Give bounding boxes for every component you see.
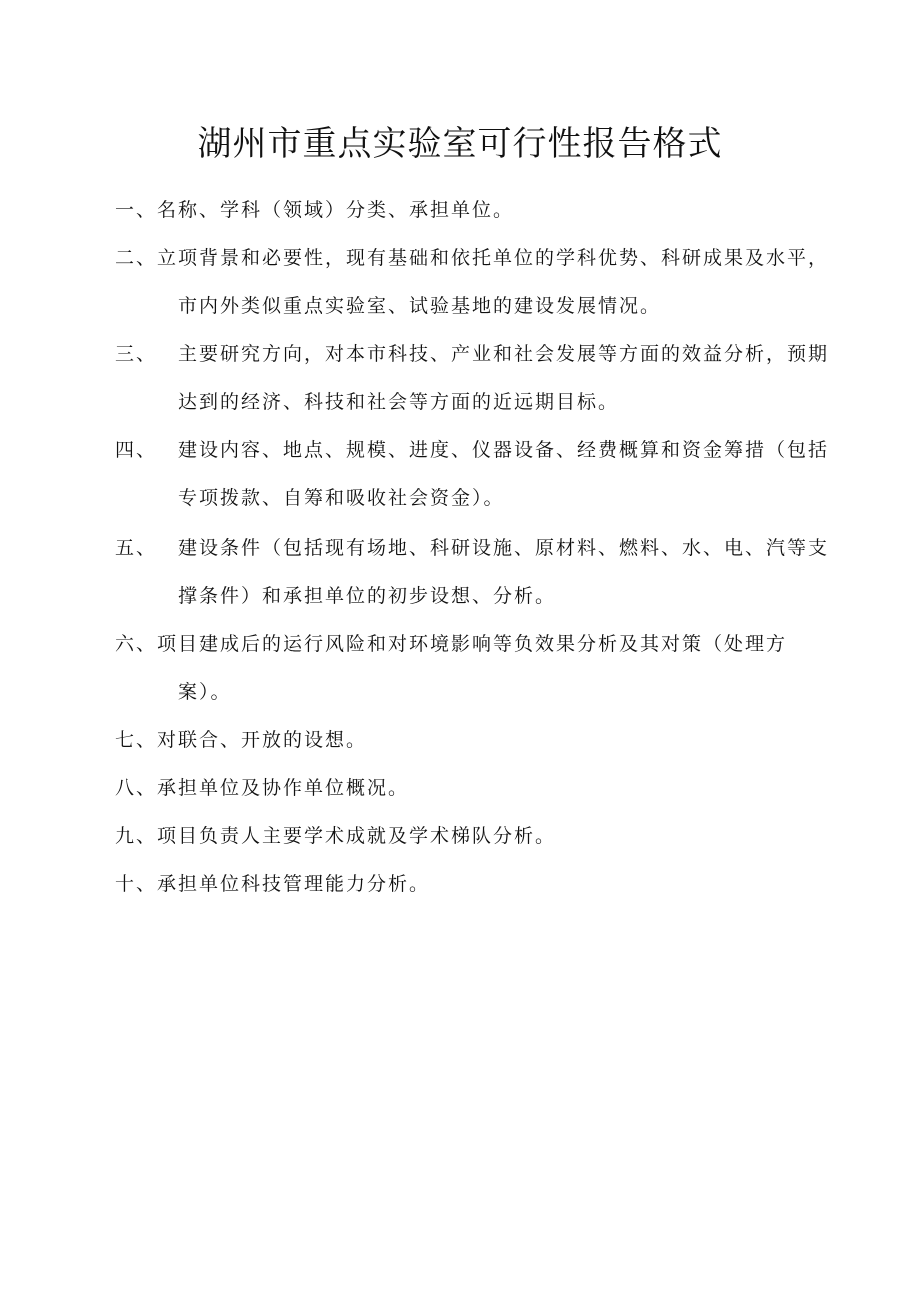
item-number: 二、 <box>115 247 158 269</box>
item-number: 九、 <box>115 825 158 847</box>
item-text: 主要研究方向，对本市科技、产业和社会发展等方面的效益分析，预期 <box>178 343 830 365</box>
item-text: 承担单位科技管理能力分析。 <box>157 873 431 895</box>
list-item <box>115 812 805 860</box>
item-text: 名称、学科（领域）分类、承担单位。 <box>157 199 515 221</box>
item-text-continued: 市内外类似重点实验室、试验基地的建设发展情况。 <box>178 295 662 317</box>
list-item <box>115 234 830 330</box>
item-text: 建设内容、地点、规模、进度、仪器设备、经费概算和资金筹措（包括 <box>178 439 830 461</box>
item-text: 项目建成后的运行风险和对环境影响等负效果分析及其对策（处理方 <box>157 633 788 655</box>
item-text: 立项背景和必要性，现有基础和依托单位的学科优势、科研成果及水平， <box>157 247 830 269</box>
list-item <box>115 330 830 426</box>
item-text: 项目负责人主要学术成就及学术梯队分析。 <box>157 825 557 847</box>
list-item <box>115 620 805 716</box>
item-text-continued: 案）。 <box>178 681 232 703</box>
list-item <box>115 524 830 620</box>
item-text: 建设条件（包括现有场地、科研设施、原材料、燃料、水、电、汽等支 <box>178 537 830 559</box>
item-number: 四、 <box>115 439 158 461</box>
item-number: 七、 <box>115 729 158 751</box>
item-number: 三、 <box>115 343 158 365</box>
item-text: 承担单位及协作单位概况。 <box>157 777 410 799</box>
document-title: 湖州市重点实验室可行性报告格式 <box>197 124 723 164</box>
item-text-continued: 专项拨款、自筹和吸收社会资金）。 <box>178 487 505 509</box>
item-number: 一、 <box>115 199 158 221</box>
item-number: 六、 <box>115 633 158 655</box>
item-number: 八、 <box>115 777 158 799</box>
list-item <box>115 426 830 522</box>
item-text: 对联合、开放的设想。 <box>157 729 368 751</box>
item-number: 十、 <box>115 873 158 895</box>
item-text-continued: 撑条件）和承担单位的初步设想、分析。 <box>178 585 557 607</box>
list-item <box>115 764 805 812</box>
item-text-continued: 达到的经济、科技和社会等方面的近远期目标。 <box>178 391 620 413</box>
list-item <box>115 186 805 234</box>
list-item <box>115 716 805 764</box>
list-item <box>115 860 805 908</box>
item-number: 五、 <box>115 537 158 559</box>
